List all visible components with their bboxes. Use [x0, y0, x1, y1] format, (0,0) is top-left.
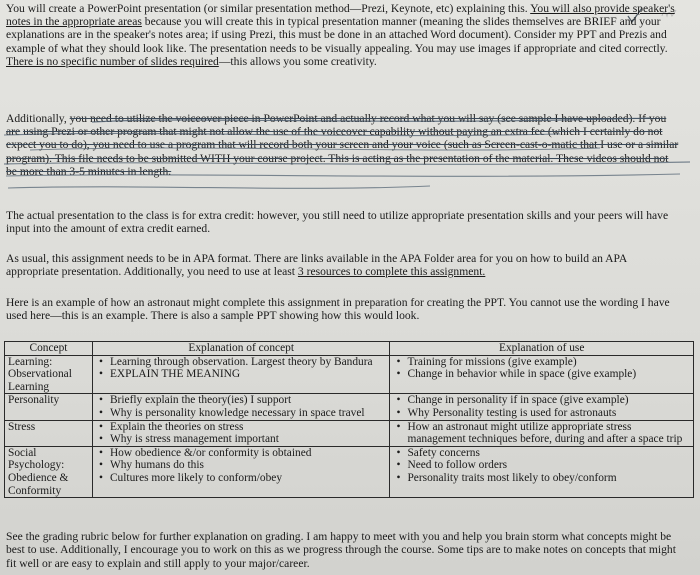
list-item: • Personality traits most likely to obey/conform: [393, 472, 690, 485]
list-item: • How an astronaut might utilize appropriate stress management techniques before, during and after a space trip: [393, 421, 690, 446]
list-item: • Change in behavior while in space (give example): [393, 368, 690, 381]
concept-table: [4, 341, 694, 498]
list-item: • Cultures more likely to conform/obey: [96, 472, 387, 485]
concept-cell: Social Psychology: Obedience & Conformity: [5, 446, 93, 497]
p4-underlined-resources: 3 resources to complete this assignment.: [297, 265, 486, 279]
list-item: • Briefly explain the theory(ies) I support: [96, 394, 387, 407]
header-explanation-of-concept: Explanation of concept: [92, 342, 390, 356]
explanation-cell: [92, 420, 390, 446]
table-row: [5, 355, 694, 394]
p1-text-e: —this allows you some creativity.: [218, 54, 377, 68]
explanation-cell: [92, 355, 390, 394]
header-explanation-of-use: Explanation of use: [390, 342, 694, 356]
apa-format-paragraph: [6, 252, 682, 278]
table-header-row: [5, 342, 694, 356]
table-row: [5, 420, 694, 446]
concept-cell: Stress: [5, 420, 93, 446]
p1-text-c: because you will create this in typical presentation manner (meaning the slides themselves are BRIEF and your explanations are in the speaker's notes area; if using Prezi, this must be done in an attached Word document). Consider my PPT and Prezis and example of what they should look like. The presentation needs to be visually appealing. You may use images if appropriate and cited correctly.: [6, 15, 668, 55]
list-item: • EXPLAIN THE MEANING: [96, 368, 387, 381]
list-item: • Learning through observation. Largest theory by Bandura: [96, 356, 387, 369]
explanation-cell: [92, 446, 390, 497]
list-item: • Explain the theories on stress: [96, 421, 387, 434]
extra-credit-paragraph: The actual presentation to the class is for extra credit: however, you still need to utilize appropriate presentation skills and your peers will have input into the amount of extra credit earned.: [6, 209, 669, 236]
list-item: • Safety concerns: [393, 447, 690, 460]
list-item: • Why is stress management important: [96, 433, 387, 446]
explanation-cell: [92, 394, 390, 420]
use-cell: [390, 394, 694, 420]
instructions-paragraph-1: [6, 2, 682, 68]
voiceover-paragraph: [6, 112, 682, 178]
list-item: • Need to follow orders: [393, 459, 690, 472]
list-item: • Why Personality testing is used for astronauts: [393, 407, 690, 420]
p4-text-a: As usual, this assignment needs to be in APA format. There are links available in the APA Folder area for you on how to build an APA appropriate presentation. Additionally, you need to use at least: [6, 252, 627, 279]
header-concept: Concept: [5, 342, 93, 356]
closing-paragraph: See the grading rubric below for further explanation on grading. I am happy to meet with you and help you brain storm what concepts might be best to use. Additionally, I encourage you to work on this as we progress through the course. Some tips are to make notes on concepts that might fit well or are easy to explain and still apply to your major/career.: [6, 530, 676, 570]
example-intro-paragraph: Here is an example of how an astronaut might complete this assignment in preparation for creating the PPT. You cannot use the wording I have used here—this is an example. There is also a sample PPT showing how this would look.: [6, 296, 670, 323]
table-row: [5, 446, 694, 497]
use-cell: [390, 355, 694, 394]
p2-text-a: Additionally,: [6, 112, 67, 125]
p2-struck-text-c: using Prezi or other program that might not allow the use of the voiceover capability without paying an extra fee (which I certainly do not expect you to do), you need to use a program that will record both your screen and your voice (such as Screen-cast-o-matic that I use or a similar program). This file needs to be submitted WITH your course project. This is acting as the presentation of the material. These videos should not be more than 3-5 minutes in length.: [6, 125, 679, 178]
table-row: [5, 394, 694, 420]
concept-cell: Personality: [5, 394, 93, 420]
list-item: • Training for missions (give example): [393, 356, 690, 369]
use-cell: [390, 446, 694, 497]
use-cell: [390, 420, 694, 446]
p2-struck-text-b: you need to utilize the voiceover piece in PowerPoint and actually record what you will say (see sample I have uploaded). If you are: [6, 112, 667, 139]
list-item: • Why is personality knowledge necessary in space travel: [96, 407, 387, 420]
p1-text-a: You will create a PowerPoint presentation (or similar presentation method—Prezi, Keynote, etc) explaining this.: [6, 2, 528, 15]
list-item: • Why humans do this: [96, 459, 387, 472]
p1-underlined-slides: There is no specific number of slides required: [6, 54, 219, 68]
concept-cell: Learning: Observational Learning: [5, 355, 93, 394]
list-item: • How obedience &/or conformity is obtained: [96, 447, 387, 460]
p1-underlined-speaker-notes: You will also provide speaker's notes in the appropriate areas: [6, 2, 675, 29]
list-item: • Change in personality if in space (give example): [393, 394, 690, 407]
